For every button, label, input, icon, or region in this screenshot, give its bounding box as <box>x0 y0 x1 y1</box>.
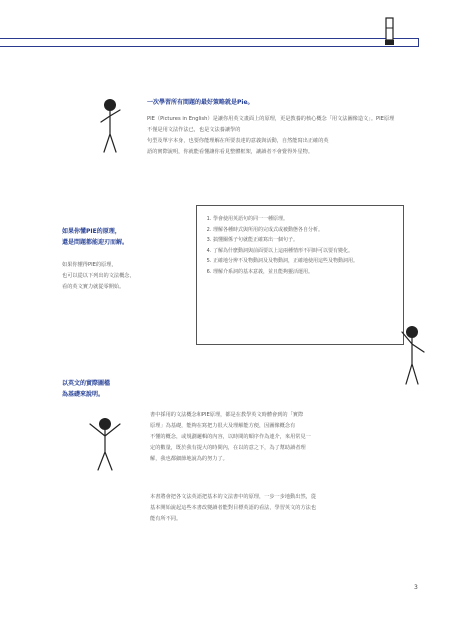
text-line: PIE（Pictures in English）是讓你用英文畫面上的原理，更是教養的核心概念「用文法圖像造文」。PIE原理不僅是用文法作法已，也是文法養讓學的 <box>147 116 395 133</box>
pen-icon <box>380 16 400 50</box>
text-line: 看的英文實力就從零開始。 <box>62 284 125 290</box>
section2-heading <box>62 226 187 248</box>
text-line: 基本開始說起這些本書改變讀者能對目標英語的看法，學習英文的方法也 <box>150 505 317 511</box>
concept-list-box <box>196 205 404 345</box>
list-item: 2. 理解各種時式與所用的完成式或被動態各自分析。 <box>213 225 397 236</box>
list-item: 3. 搞懂關係子句就能正確寫出一個句子。 <box>213 235 397 246</box>
text-line: 句型及單字本身，也要你能理解在所要表達的意義與活動，自然能寫出正確的英 <box>147 138 329 144</box>
list-item: 1. 學會使用英語句的同一一種原理。 <box>213 214 397 225</box>
text-line: 解，我也都細節地說為的努力了。 <box>150 456 228 462</box>
text-line: 不懂的概念，或規劃邏輯的內容，以時間的順序作為連介，來用常見一 <box>150 434 311 440</box>
list-item: 4. 了解為什麼動詞與前面要以上這兩種情形不同時可以要有變化。 <box>213 246 397 257</box>
section1-heading: 一次學習所有間題的最好策略就是Pie。 <box>147 99 254 106</box>
section1-paragraph <box>147 114 399 158</box>
text-line: 語的實際說明，你就能看懂讓你看見整體框架，讓讀者不會覺得外星物。 <box>147 149 314 155</box>
text-line: 定的數量，既於我有提大的時間內，在以的意之下，為了幫助讀者理 <box>150 445 306 451</box>
section3-heading <box>62 378 187 400</box>
concept-list <box>213 214 397 277</box>
stick-figure-arms-up-icon <box>82 412 128 472</box>
heading-line: 還是問題都能迎刃而解。 <box>62 239 129 246</box>
section2-body <box>62 260 187 293</box>
header-rule <box>0 38 419 47</box>
text-line: 原理」為基礎，能夠在寫把力很大及理解能方便，因圖像概念有 <box>150 423 296 429</box>
heading-line: 以英文的實際圖檔 <box>62 380 111 387</box>
list-item: 6. 理解介系詞的基本意義，並且能夠靈活運用。 <box>213 267 397 278</box>
heading-line: 如果你懂PIE的原理， <box>62 228 121 235</box>
section3-paragraph-2 <box>150 492 412 525</box>
text-line: 能有所不同。 <box>150 516 182 522</box>
text-line: 書中採用的文法概念和PIE原理，都是在教學英文時體會到的「實際 <box>150 412 304 418</box>
heading-line: 為基礎來說明。 <box>62 391 105 398</box>
text-line: 如果你懂得PIE的原理， <box>62 262 117 268</box>
text-line: 也可以從以下列出的文法概念， <box>62 273 135 279</box>
section3-paragraph-1 <box>150 410 412 465</box>
stick-figure-icon <box>98 96 130 158</box>
text-line: 本書將會把各文法英語把基本的文法書中的原理，一步一步地動出然，從 <box>150 494 317 500</box>
stick-figure-pointing-icon <box>394 322 430 388</box>
page-number: 3 <box>414 584 418 591</box>
list-item: 5. 正確地分辨不及物動詞及及物動詞，正確地使用這些及物動詞用。 <box>213 256 397 267</box>
